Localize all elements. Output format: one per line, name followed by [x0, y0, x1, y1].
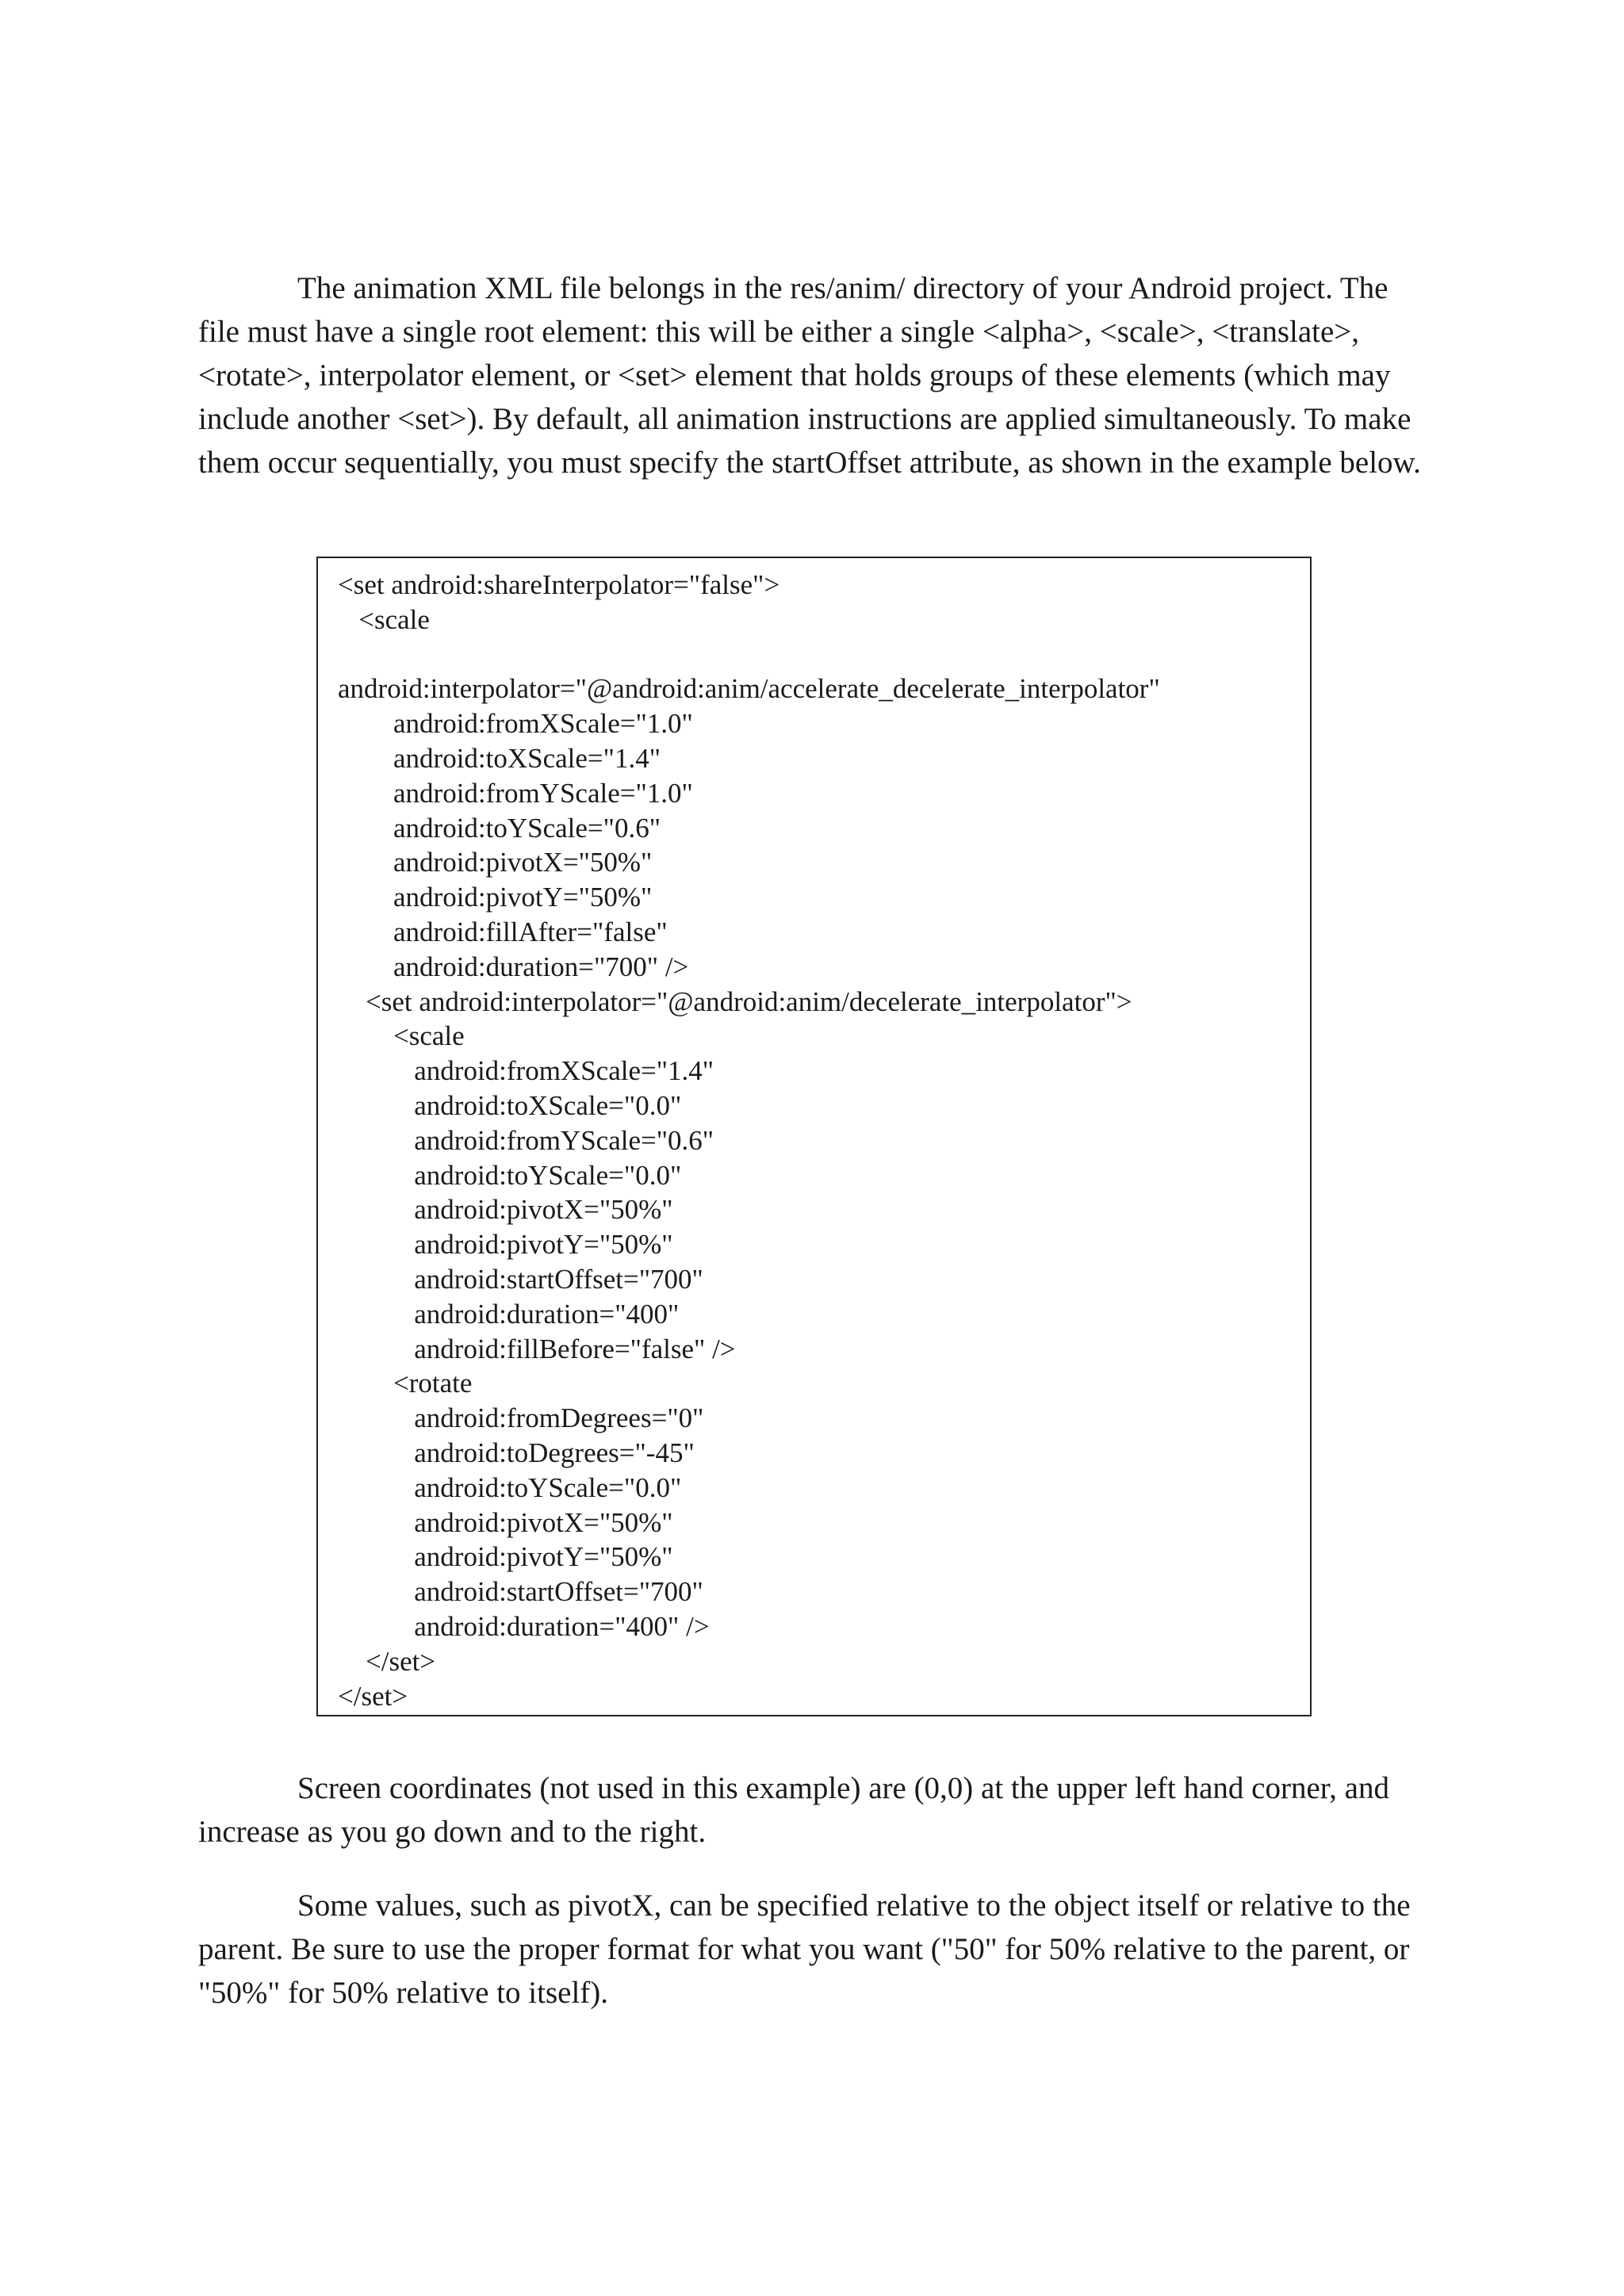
code-line: android:fromXScale="1.0" — [338, 708, 693, 740]
paragraph-intro-text: The animation XML file belongs in the res/anim/ directory of your Android project. The file must have a single root element: this will be either a single <alpha>, <scale>, <translate>, <rotate>, interpolator element, or <set> element that holds groups of these elements (which may include another <set>). By default, all animation instructions are applied simultaneously. To make them occur sequentially, you must specify the startOffset attribute, as shown in the example below. — [198, 271, 1421, 480]
code-example — [338, 568, 1160, 1713]
code-line: android:pivotY="50%" — [338, 1229, 673, 1261]
code-line — [338, 637, 1160, 672]
paragraph-coordinates — [198, 1766, 1435, 1854]
code-line: <scale — [338, 1020, 465, 1052]
code-line: <set android:interpolator="@android:anim/decelerate_interpolator"> — [338, 985, 1132, 1017]
paragraph-coordinates-text: Screen coordinates (not used in this example) are (0,0) at the upper left hand corner, and increase as you go down and to the right. — [198, 1771, 1389, 1849]
code-line: android:toYScale="0.0" — [338, 1471, 682, 1503]
code-line: android:toYScale="0.6" — [338, 812, 661, 844]
code-line: <rotate — [338, 1368, 473, 1399]
code-line: android:duration="700" /> — [338, 951, 689, 982]
code-line: android:pivotY="50%" — [338, 1541, 673, 1573]
code-line: android:pivotY="50%" — [338, 882, 653, 913]
code-line: android:fromYScale="1.0" — [338, 777, 693, 809]
paragraph-intro — [198, 266, 1435, 484]
code-line: android:pivotX="50%" — [338, 1506, 673, 1538]
code-line: android:fillAfter="false" — [338, 916, 668, 947]
paragraph-pivot-text: Some values, such as pivotX, can be specified relative to the object itself or relative to the parent. Be sure to use the proper format for what you want ("50" for 50% relative to the parent, or "50%" for 50% relative to itself). — [198, 1888, 1411, 2010]
code-line: android:duration="400" — [338, 1298, 680, 1330]
code-line: android:interpolator="@android:anim/accelerate_decelerate_interpolator" — [338, 673, 1160, 705]
code-line: android:toDegrees="-45" — [338, 1437, 695, 1468]
code-line: </set> — [338, 1645, 436, 1677]
code-line: android:duration="400" /> — [338, 1610, 710, 1642]
code-line: android:pivotX="50%" — [338, 1194, 673, 1226]
code-line: android:toYScale="0.0" — [338, 1159, 682, 1191]
code-line: android:startOffset="700" — [338, 1576, 703, 1608]
code-line: android:fromYScale="0.6" — [338, 1124, 714, 1156]
code-line: </set> — [338, 1680, 408, 1712]
code-line: <scale — [338, 603, 430, 635]
paragraph-pivot — [198, 1884, 1435, 2015]
code-line: android:toXScale="0.0" — [338, 1089, 682, 1121]
code-line: android:fillBefore="false" /> — [338, 1333, 736, 1364]
code-line: android:fromXScale="1.4" — [338, 1055, 714, 1087]
code-line: <set android:shareInterpolator="false"> — [338, 569, 780, 600]
code-line: android:toXScale="1.4" — [338, 742, 661, 774]
code-line: android:pivotX="50%" — [338, 847, 653, 878]
code-line: android:fromDegrees="0" — [338, 1402, 704, 1434]
code-line: android:startOffset="700" — [338, 1263, 703, 1295]
